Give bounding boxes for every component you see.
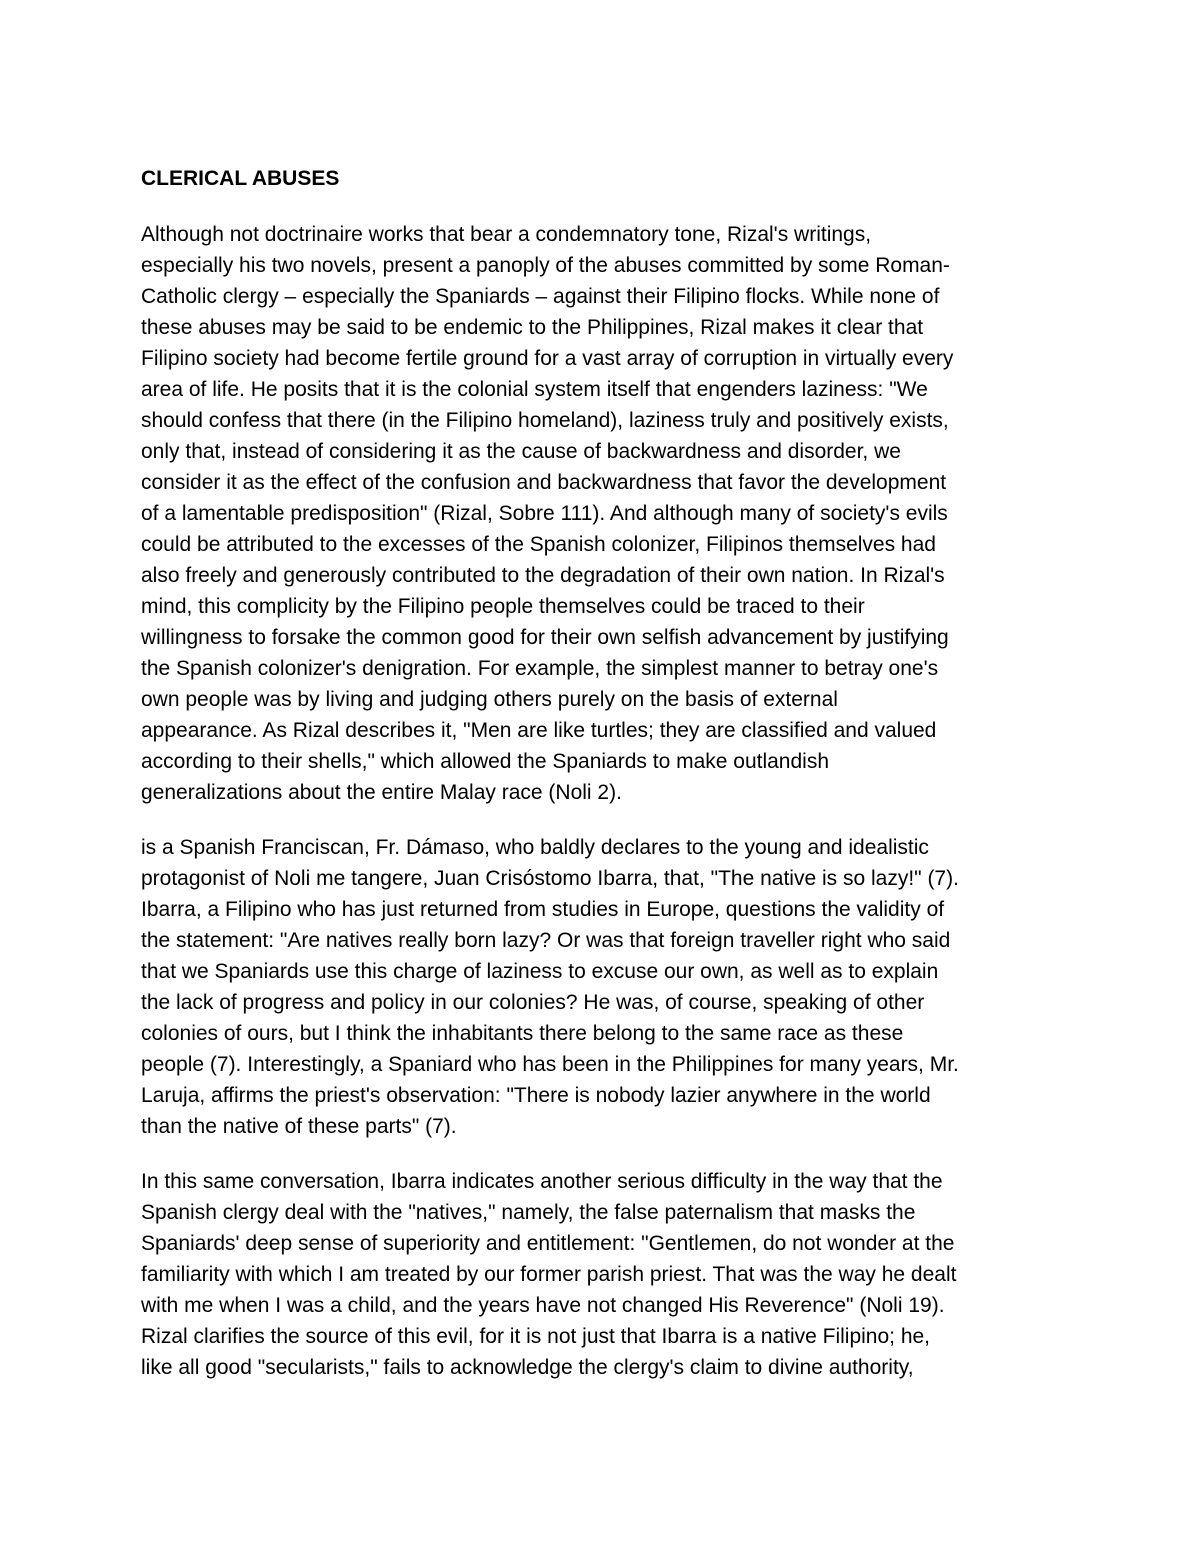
paragraph-line: area of life. He posits that it is the colonial system itself that engenders laziness: "We: [141, 378, 928, 401]
paragraph-line: like all good "secularists," fails to acknowledge the clergy's claim to divine authority,: [141, 1356, 914, 1379]
document-title: CLERICAL ABUSES: [141, 167, 340, 190]
paragraph-line: Spaniards' deep sense of superiority and entitlement: "Gentlemen, do not wonder at the: [141, 1232, 955, 1255]
paragraph-line: colonies of ours, but I think the inhabitants there belong to the same race as these: [141, 1022, 904, 1045]
paragraph-line: own people was by living and judging others purely on the basis of external: [141, 688, 838, 711]
paragraph-line: Laruja, affirms the priest's observation: "There is nobody lazier anywhere in the world: [141, 1084, 931, 1107]
paragraph-line: could be attributed to the excesses of the Spanish colonizer, Filipinos themselves had: [141, 533, 936, 556]
paragraph-line: familiarity with which I am treated by our former parish priest. That was the way he dealt: [141, 1263, 957, 1286]
paragraph-line: than the native of these parts" (7).: [141, 1115, 457, 1138]
paragraph-line: Spanish clergy deal with the "natives," namely, the false paternalism that masks the: [141, 1201, 916, 1224]
paragraph-line: especially his two novels, present a panoply of the abuses committed by some Roman-: [141, 254, 950, 277]
paragraph-line: mind, this complicity by the Filipino people themselves could be traced to their: [141, 595, 865, 618]
paragraph-line: willingness to forsake the common good for their own selfish advancement by justifying: [141, 626, 949, 649]
document-body: [141, 164, 1066, 1407]
paragraph-3: [141, 1166, 1066, 1383]
paragraph-line: consider it as the effect of the confusion and backwardness that favor the development: [141, 471, 947, 494]
paragraph-line: protagonist of Noli me tangere, Juan Crisóstomo Ibarra, that, "The native is so lazy!" (7).: [141, 867, 959, 890]
paragraph-1: [141, 219, 1066, 808]
paragraph-line: only that, instead of considering it as the cause of backwardness and disorder, we: [141, 440, 901, 463]
paragraph-line: the Spanish colonizer's denigration. For example, the simplest manner to betray one's: [141, 657, 939, 680]
paragraph-line: the lack of progress and policy in our colonies? He was, of course, speaking of other: [141, 991, 925, 1014]
paragraph-line: with me when I was a child, and the years have not changed His Reverence" (Noli 19).: [141, 1294, 945, 1317]
paragraph-line: appearance. As Rizal describes it, "Men are like turtles; they are classified and valued: [141, 719, 937, 742]
paragraph-list: [141, 219, 1066, 1383]
paragraph-2: [141, 832, 1066, 1142]
paragraph-line: Ibarra, a Filipino who has just returned from studies in Europe, questions the validity of: [141, 898, 945, 921]
paragraph-line: people (7). Interestingly, a Spaniard who has been in the Philippines for many years, Mr.: [141, 1053, 959, 1076]
paragraph-line: In this same conversation, Ibarra indicates another serious difficulty in the way that the: [141, 1170, 943, 1193]
paragraph-line: these abuses may be said to be endemic to the Philippines, Rizal makes it clear that: [141, 316, 924, 339]
paragraph-line: the statement: "Are natives really born lazy? Or was that foreign traveller right who said: [141, 929, 951, 952]
paragraph-line: should confess that there (in the Filipino homeland), laziness truly and positively exists,: [141, 409, 949, 432]
paragraph-line: according to their shells," which allowed the Spaniards to make outlandish: [141, 750, 830, 773]
paragraph-line: also freely and generously contributed to the degradation of their own nation. In Rizal's: [141, 564, 945, 587]
paragraph-line: Catholic clergy – especially the Spaniards – against their Filipino flocks. While none of: [141, 285, 940, 308]
paragraph-line: is a Spanish Franciscan, Fr. Dámaso, who baldly declares to the young and idealistic: [141, 836, 929, 859]
paragraph-line: Although not doctrinaire works that bear a condemnatory tone, Rizal's writings,: [141, 223, 872, 246]
paragraph-line: that we Spaniards use this charge of laziness to excuse our own, as well as to explain: [141, 960, 939, 983]
paragraph-line: Filipino society had become fertile ground for a vast array of corruption in virtually every: [141, 347, 954, 370]
paragraph-line: generalizations about the entire Malay race (Noli 2).: [141, 781, 622, 804]
paragraph-line: of a lamentable predisposition" (Rizal, Sobre 111). And although many of society's evils: [141, 502, 948, 525]
paragraph-line: Rizal clarifies the source of this evil, for it is not just that Ibarra is a native Filipino; he,: [141, 1325, 931, 1348]
